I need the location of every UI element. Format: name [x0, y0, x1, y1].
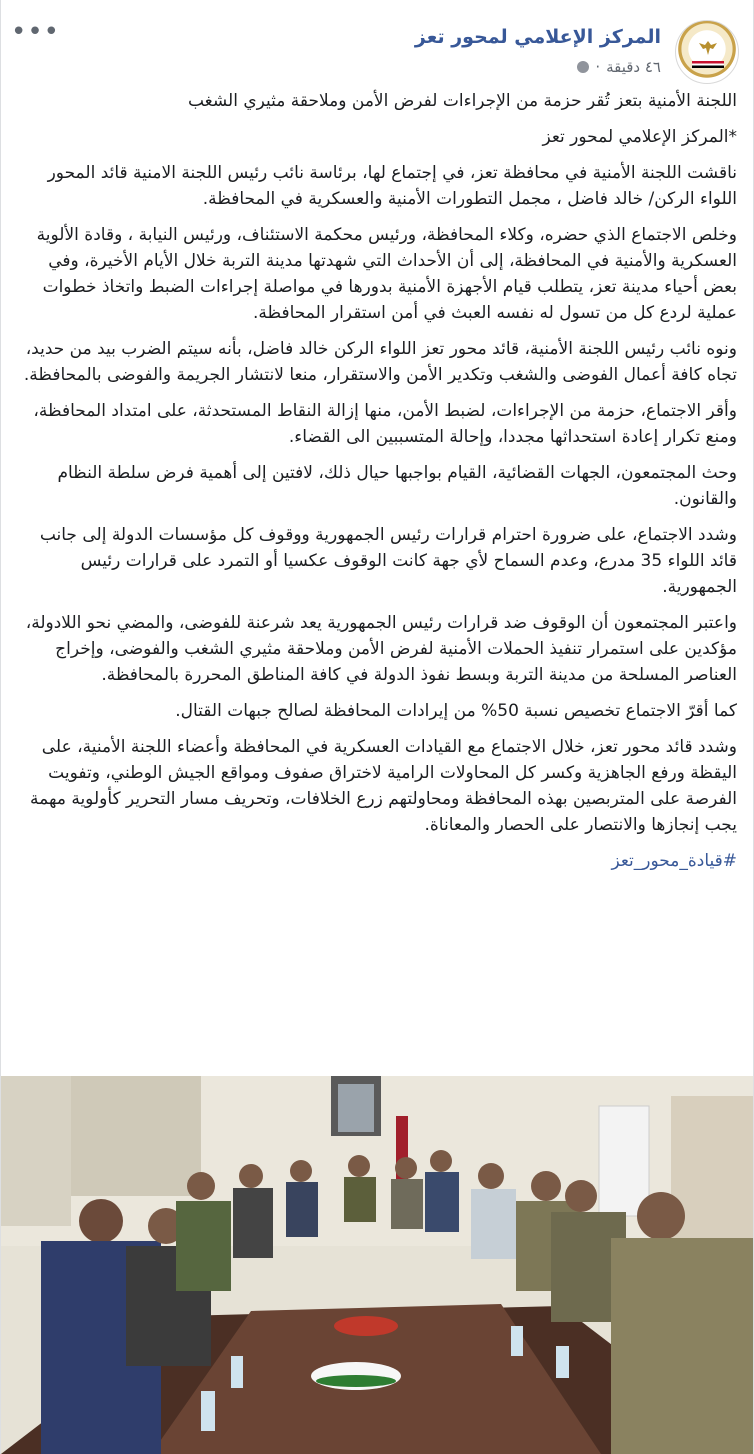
post-title: اللجنة الأمنية بتعز تُقر حزمة من الإجراءات لفرض الأمن وملاحقة مثيري الشغب [187, 91, 737, 111]
post-source: *المركز الإعلامي لمحور تعز [542, 127, 737, 147]
post-meta [577, 58, 661, 76]
post-paragraph: وأقر الاجتماع، حزمة من الإجراءات، لضبط الأمن، منها إزالة النقاط المستحدثة، على امتداد المحافظة، ومنع تكرار إعادة استحداثها مجددا، وإحالة المتسببين الى القضاء. [33, 401, 737, 447]
post-paragraph: وخلص الاجتماع الذي حضره، وكلاء المحافظة، ورئيس محكمة الاستئناف، ورئيس النيابة ، وقادة الألوية العسكرية والأمنية في المحافظة، إلى أن الأحداث التي شهدتها مدينة التربة خلال الأيام الأخيرة، وفي بعض أحياء مدينة تعز، يتطلب قيام الأجهزة الأمنية بدورها في مواصلة إجراءات الضبط واتخاذ خطوات عملية لردع كل من تسول له نفسه العبث في أمن استقرار المحافظة. [36, 225, 737, 323]
post-paragraph: واعتبر المجتمعون أن الوقوف ضد قرارات رئيس الجمهورية يعد شرعنة للفوضى، والمضي نحو اللادولة، مؤكدين على استمرار تنفيذ الحملات الأمنية لفرض الأمن وملاحقة مثيري الشغب والفوضى، وإخراج العناصر المسلحة من مدينة التربة وبسط نفوذ الدولة في كافة المناطق المحررة بالمحافظة. [25, 613, 737, 685]
post-paragraph: وشدد قائد محور تعز، خلال الاجتماع مع القيادات العسكرية في المحافظة وأعضاء اللجنة الأمنية، على اليقظة ورفع الجاهزية وكسر كل المحاولات الرامية لاختراق صفوف ومواقع الجيش الوطني، وتفويت الفرصة على المتربصين بهذه المحافظة ومحاولتهم زرع الخلافات، وتحريف مسار التحرير كأولوية مهمة يجب إنجازها والانتصار على الحصار والمعاناة. [30, 737, 737, 835]
post-paragraph: كما أقرّ الاجتماع تخصيص نسبة 50% من إيرادات المحافظة لصالح جبهات القتال. [175, 701, 737, 721]
hashtag-link[interactable]: #قيادة_محور_تعز [611, 851, 737, 871]
more-options-icon[interactable]: ••• [11, 17, 61, 47]
post-paragraph: وشدد الاجتماع، على ضرورة احترام قرارات رئيس الجمهورية ووقوف كل مؤسسات الدولة إلى جانب قائد اللواء 35 مدرع، وعدم السماح لأي جهة كانت الوقوف عكسيا أو التمرد على قرارات رئيس الجمهورية. [39, 525, 737, 597]
page-name-link[interactable]: المركز الإعلامي لمحور تعز [414, 26, 661, 48]
page-avatar[interactable] [675, 20, 739, 84]
post-photo[interactable] [1, 1076, 753, 1454]
post-time[interactable]: ٤٦ دقيقة [606, 58, 661, 76]
post-paragraph: ناقشت اللجنة الأمنية في محافظة تعز، في إجتماع لها، برئاسة نائب رئيس اللجنة الامنية قائد المحور اللواء الركن/ خالد فاضل ، مجمل التطورات الأمنية والعسكرية في المحافظة. [47, 163, 737, 209]
post-paragraph: ونوه نائب رئيس اللجنة الأمنية، قائد محور تعز اللواء الركن خالد فاضل، بأنه سيتم الضرب بيد من حديد، تجاه كافة أعمال الفوضى والشغب وتكدير الأمن والاستقرار، منعا لانتشار الجريمة والفوضى بالمحافظة. [23, 339, 737, 385]
meta-separator: · [595, 58, 601, 76]
post-header [1, 0, 753, 90]
globe-icon[interactable] [577, 61, 589, 73]
post-paragraph: وحث المجتمعون، الجهات القضائية، القيام بواجبها حيال ذلك، لافتين إلى أهمية فرض سلطة النظام والقانون. [57, 463, 737, 509]
eagle-emblem-icon [698, 39, 718, 57]
post-body [13, 88, 737, 884]
meeting-photo-illustration [1, 1076, 753, 1454]
flag-ribbon [692, 61, 724, 68]
